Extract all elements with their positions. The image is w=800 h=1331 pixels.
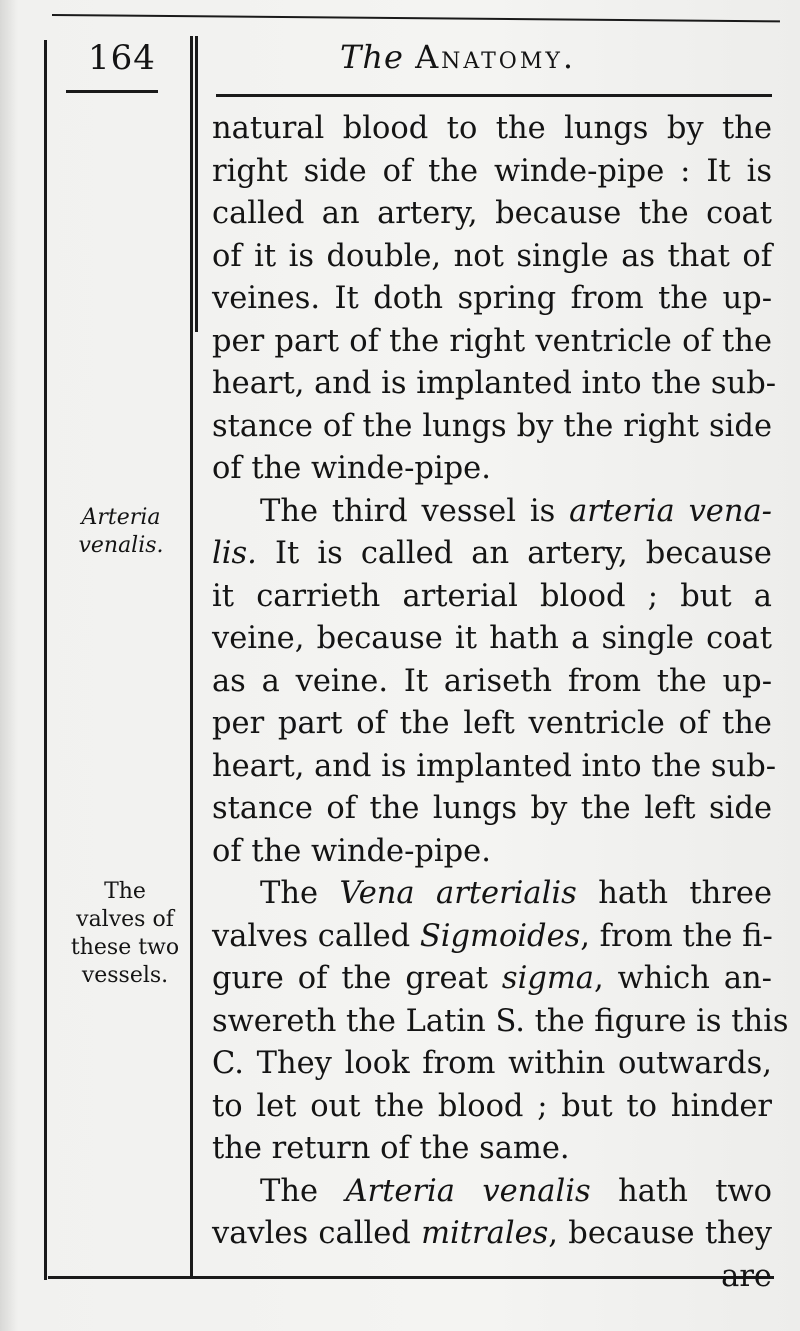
body-line: the return of the same. bbox=[212, 1131, 570, 1166]
body-line: of it is double, not single as that of bbox=[212, 238, 772, 274]
margin-note-valves bbox=[60, 878, 190, 990]
running-title bbox=[340, 38, 576, 76]
margin-column-rule bbox=[190, 36, 193, 1276]
catchword: are bbox=[721, 1258, 772, 1294]
running-title-main: Anatomy. bbox=[415, 38, 577, 76]
body-line: The Vena arterialis hath three bbox=[260, 876, 772, 911]
body-line: right side of the winde-pipe : It is bbox=[212, 153, 772, 189]
margin-note-line: valves of bbox=[76, 907, 174, 932]
margin-note-line: The bbox=[104, 879, 146, 904]
body-line: heart, and is implanted into the sub- bbox=[212, 748, 777, 784]
body-line: swereth the Latin S. the figure is this bbox=[212, 1003, 789, 1039]
header-underline-right bbox=[216, 94, 772, 97]
header-underline-left bbox=[66, 90, 158, 93]
body-line: called an artery, because the coat bbox=[212, 196, 772, 231]
margin-note-arteria-venalis bbox=[56, 504, 186, 560]
body-line: veines. It doth spring from the up- bbox=[212, 281, 772, 316]
margin-note-line: vessels. bbox=[81, 963, 169, 988]
top-border-rule bbox=[52, 14, 780, 22]
body-line: The Arteria venalis hath two bbox=[260, 1173, 773, 1209]
body-line: per part of the right ventricle of the bbox=[212, 323, 772, 359]
body-line: stance of the lungs by the left side bbox=[212, 791, 772, 826]
body-line: as a veine. It ariseth from the up- bbox=[212, 663, 772, 699]
body-line: lis. It is called an artery, because bbox=[212, 536, 772, 571]
left-page-border bbox=[44, 40, 47, 1280]
body-line: heart, and is implanted into the sub- bbox=[212, 366, 777, 401]
running-title-the: The bbox=[340, 38, 404, 76]
body-line: per part of the left ventricle of the bbox=[212, 706, 772, 741]
margin-note-line: these two bbox=[70, 935, 180, 960]
body-line: to let out the blood ; but to hinder bbox=[212, 1088, 772, 1124]
body-line: vavles called mitrales, because they bbox=[212, 1216, 773, 1251]
body-line: natural blood to the lungs by the bbox=[212, 111, 772, 146]
body-line: valves called Sigmoides, from the fi- bbox=[212, 918, 773, 954]
body-line: of the winde-pipe. bbox=[212, 833, 491, 869]
margin-note-line: venalis. bbox=[78, 533, 164, 558]
margin-note-line: Arteria bbox=[81, 505, 161, 530]
header-divider bbox=[195, 36, 198, 332]
page-number: 164 bbox=[88, 38, 156, 78]
body-text bbox=[212, 108, 789, 1298]
body-line: The third vessel is arteria vena- bbox=[260, 493, 772, 529]
body-line: stance of the lungs by the right side bbox=[212, 408, 772, 444]
body-line: veine, because it hath a single coat bbox=[212, 621, 772, 656]
body-line: of the winde-pipe. bbox=[212, 451, 491, 486]
body-line: it carrieth arterial blood ; but a bbox=[212, 578, 772, 614]
body-line: gure of the great sigma, which an- bbox=[212, 961, 772, 996]
body-line: C. They look from within outwards, bbox=[212, 1046, 772, 1081]
